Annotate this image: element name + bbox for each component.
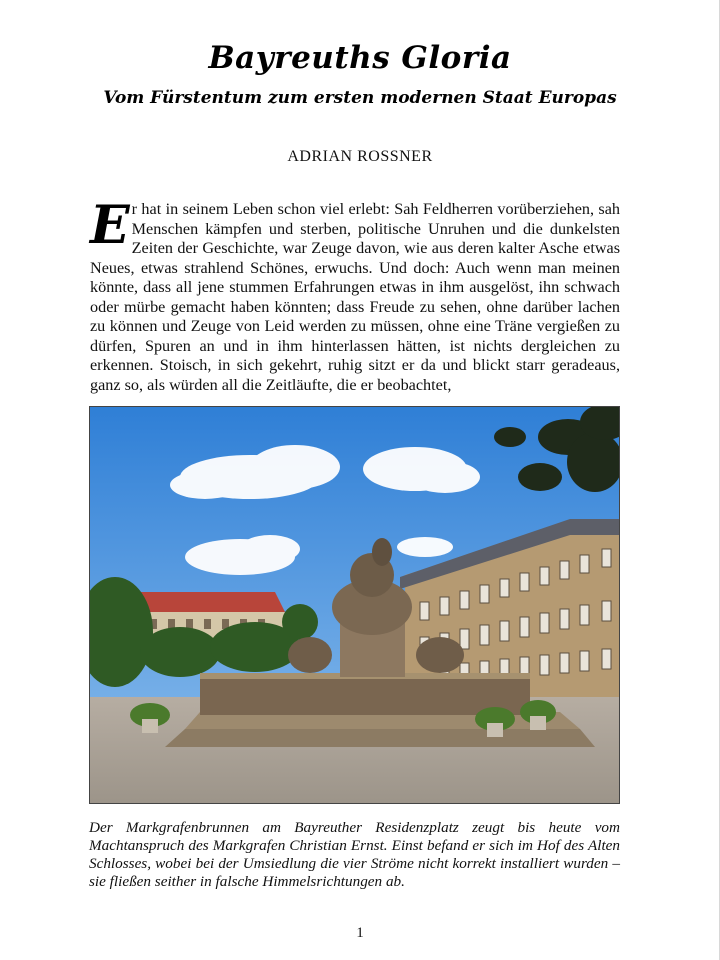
photo-caption: Der Markgrafenbrunnen am Bayreuther Residenzplatz zeugt bis heute vom Machtanspruch des Markgrafen Christian Ernst. Einst befand er sich im Hof des Alten Schlosses, wobei bei der Umsiedlung die vier Ströme nicht korrekt installiert wurden – sie fließen seither in falsche Himmelsrichtungen ab. <box>89 819 620 890</box>
article-body <box>90 195 620 395</box>
page-title: Bayreuths Gloria <box>208 40 512 76</box>
page-subtitle: Vom Fürstentum zum ersten modernen Staat Europas <box>103 88 617 108</box>
drop-cap: E <box>90 195 130 256</box>
author-name: ADRIAN ROSSNER <box>287 148 433 165</box>
page-number: 1 <box>356 925 364 941</box>
article-paragraph: r hat in seinem Leben schon viel erlebt: Sah Feldherren vorüberziehen, sah Menschen kämpfen und sterben, politische Unruhen und die dunkelsten Zeiten der Geschichte, war Zeuge davon, wie aus deren kalter Asche etwas Neues, etwas strahlend Schönes, erwuchs. Und doch: Auch wenn man meinen könnte, dass all jene stummen Erfahrungen etwas in ihm ausgelöst, ihn schwach oder mürbe gemacht haben könnten; dass Freude zu sehen, ohne darüber lachen zu können und Zeuge von Leid werden zu müssen, ohne eine Träne vergießen zu dürfen, Spuren an und in ihm hinterlassen hätten, ist nichts dergleichen zu erkennen. Stoisch, in sich gekehrt, ruhig sitzt er da und blickt starr geradeaus, ganz so, als würden all die Zeitläufte, die er beobachtet, <box>90 200 620 394</box>
fountain-photo <box>89 406 620 804</box>
photo-illustration <box>90 407 620 804</box>
